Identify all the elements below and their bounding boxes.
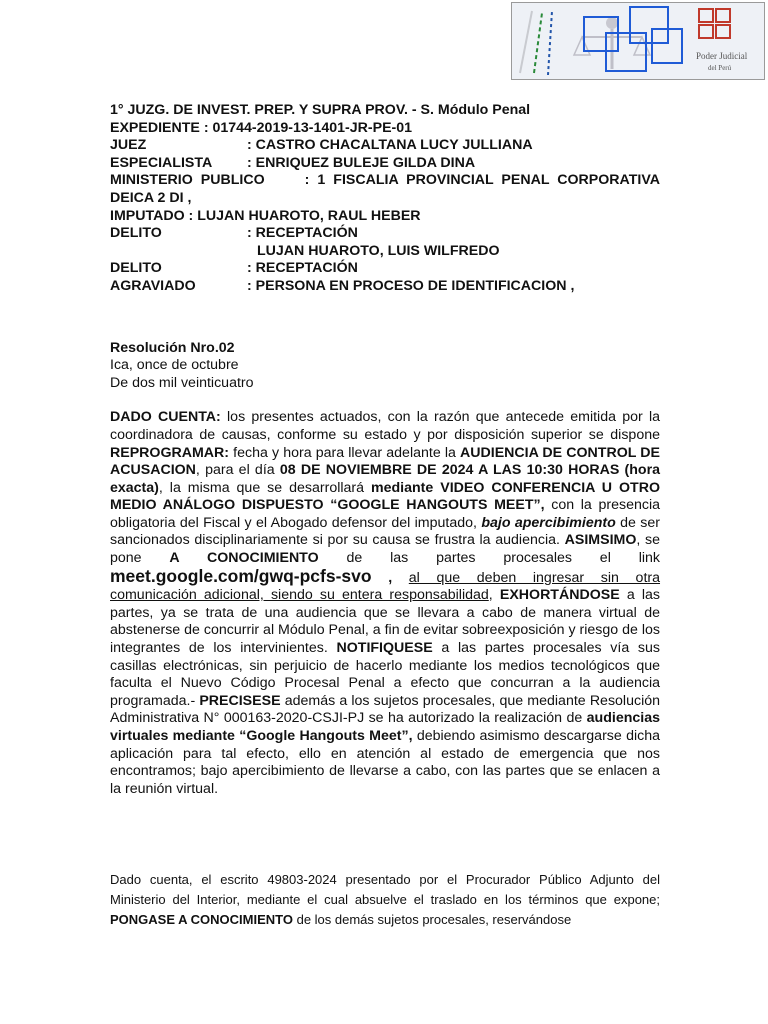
delito1-extra: LUJAN HUAROTO, LUIS WILFREDO	[257, 242, 500, 259]
text-span: a las partes, ya se trata de una audiencia que se llevara a cabo de manera virtual de abstenerse de concurrir al Módulo Penal, a fin de evitar sobreexposición y riesgo de los integrantes de los intervinientes.	[110, 587, 660, 657]
text-span: debiendo asimismo descargarse dicha aplicación para tal efecto, ello en atención al estado de emergencia que nos encontramos; bajo apercibimiento de llevarse a cabo, con las partes que se enlacen a la reunión virtual.	[110, 728, 660, 797]
videoconference-label: mediante VIDEO CONFERENCIA U OTRO MEDIO ANÁLOGO DISPUESTO “GOOGLE HANGOUTS MEET”,	[110, 479, 660, 514]
court-name: 1° JUZG. DE INVEST. PREP. Y SUPRA PROV. - S. Módulo Penal	[110, 102, 531, 118]
juez-label: JUEZ	[110, 137, 147, 154]
document-body	[110, 102, 664, 798]
text-span: ,	[488, 587, 500, 604]
virtual-hearings-label: audiencias virtuales mediante “Google Hangouts Meet”,	[110, 710, 660, 744]
delito2-label: DELITO	[110, 260, 162, 277]
text-span: a las partes procesales vía sus casillas electrónicas, sin perjuicio de hacerlo mediante los medios tecnológicos que faculta el Nuevo Código Procesal Penal a efecto que concurran a la audiencia programada.-	[110, 640, 660, 709]
juez-value: : CASTRO CHACALTANA LUCY JULLIANA	[247, 137, 533, 154]
apercibimiento-label: bajo apercibimiento	[481, 514, 616, 531]
delito1-row	[110, 225, 660, 243]
agraviado-row	[110, 278, 660, 296]
audiencia-label: AUDIENCIA DE CONTROL DE ACUSACION	[110, 444, 660, 479]
second-paragraph	[110, 870, 660, 930]
delito1-label: DELITO	[110, 225, 162, 242]
resolution-block	[110, 340, 660, 393]
hearing-date: 08 DE NOVIEMBRE DE 2024 A LAS 10:30 HORAS (hora exacta)	[110, 462, 661, 496]
resolution-place-date: Ica, once de octubre	[110, 357, 239, 374]
reprogramar-label: REPROGRAMAR:	[110, 444, 230, 461]
meet-link[interactable]: meet.google.com/gwq-pcfs-svo	[110, 565, 372, 586]
agraviado-value: : PERSONA EN PROCESO DE IDENTIFICACION ,	[247, 277, 575, 294]
juez-row	[110, 137, 660, 155]
text-span: , se pone	[110, 532, 660, 567]
poder-judicial-logo	[511, 2, 765, 80]
expediente-line: EXPEDIENTE : 01744-2019-13-1401-JR-PE-01	[110, 119, 413, 136]
resolution-year: De dos mil veinticuatro	[110, 374, 254, 391]
exhortandose-label: EXHORTÁNDOSE	[499, 587, 620, 604]
text-span: ,	[371, 569, 409, 586]
text-span: de las partes procesales el link	[318, 550, 660, 567]
case-header	[110, 102, 664, 296]
text-span: Dado cuenta, el escrito 49803-2024 presentado por el Procurador Público Adjunto del Ministerio del Interior, mediante el cual absuelve el traslado en los términos que expone;	[110, 872, 660, 907]
delito1-extra-row	[110, 243, 660, 261]
resolution-number: Resolución Nro.02	[110, 339, 235, 356]
ministerio-line: MINISTERIO PUBLICO : 1 FISCALIA PROVINCIAL PENAL CORPORATIVA DEICA 2 DI ,	[110, 172, 664, 206]
text-span: fecha y hora para llevar adelante la	[229, 444, 461, 461]
logo-graphic	[512, 3, 765, 80]
dado-cuenta-label: DADO CUENTA:	[110, 409, 221, 426]
notifiquese-label: NOTIFIQUESE	[336, 640, 433, 657]
especialista-row	[110, 155, 660, 173]
logo-text-line2: del Perú	[708, 64, 732, 72]
delito2-value: : RECEPTACIÓN	[247, 260, 358, 277]
text-span: de los demás sujetos procesales, reservándose	[292, 912, 572, 927]
asimsimo-label: ASIMSIMO	[564, 532, 637, 549]
delito2-row	[110, 260, 660, 278]
agraviado-label: AGRAVIADO	[110, 277, 196, 294]
text-span: , la misma que se desarrollará	[158, 479, 371, 496]
text-span: con la presencia obligatoria del Fiscal y el Abogado defensor del imputado,	[110, 497, 661, 531]
precisese-label: PRECISESE	[199, 692, 281, 709]
especialista-value: : ENRIQUEZ BULEJE GILDA DINA	[247, 154, 476, 171]
delito1-value: : RECEPTACIÓN	[247, 225, 358, 242]
main-paragraph	[110, 409, 660, 798]
text-span: de ser sancionados disciplinariamente si por su causa se frustra la audiencia.	[110, 514, 660, 549]
logo-text-line1: Poder Judicial	[696, 51, 748, 61]
underlined-note: al que deben ingresar sin otra comunicación adicional, siendo su entera responsabilidad	[110, 569, 661, 604]
pongase-label: PONGASE A CONOCIMIENTO	[110, 912, 293, 927]
especialista-label: ESPECIALISTA	[110, 154, 213, 171]
text-span: los presentes actuados, con la razón que antecede emitida por la coordinadora de causas, conforme su estado y por disposición superior se dispone	[110, 409, 660, 443]
imputado-line: IMPUTADO : LUJAN HUAROTO, RAUL HEBER	[110, 207, 421, 224]
conocimiento-label: A CONOCIMIENTO	[169, 550, 319, 567]
text-span: , para el día	[195, 462, 280, 479]
text-span: además a los sujetos procesales, que mediante Resolución Administrativa N° 000163-2020-CSJI-PJ se ha autorizado la realización de	[110, 692, 661, 727]
